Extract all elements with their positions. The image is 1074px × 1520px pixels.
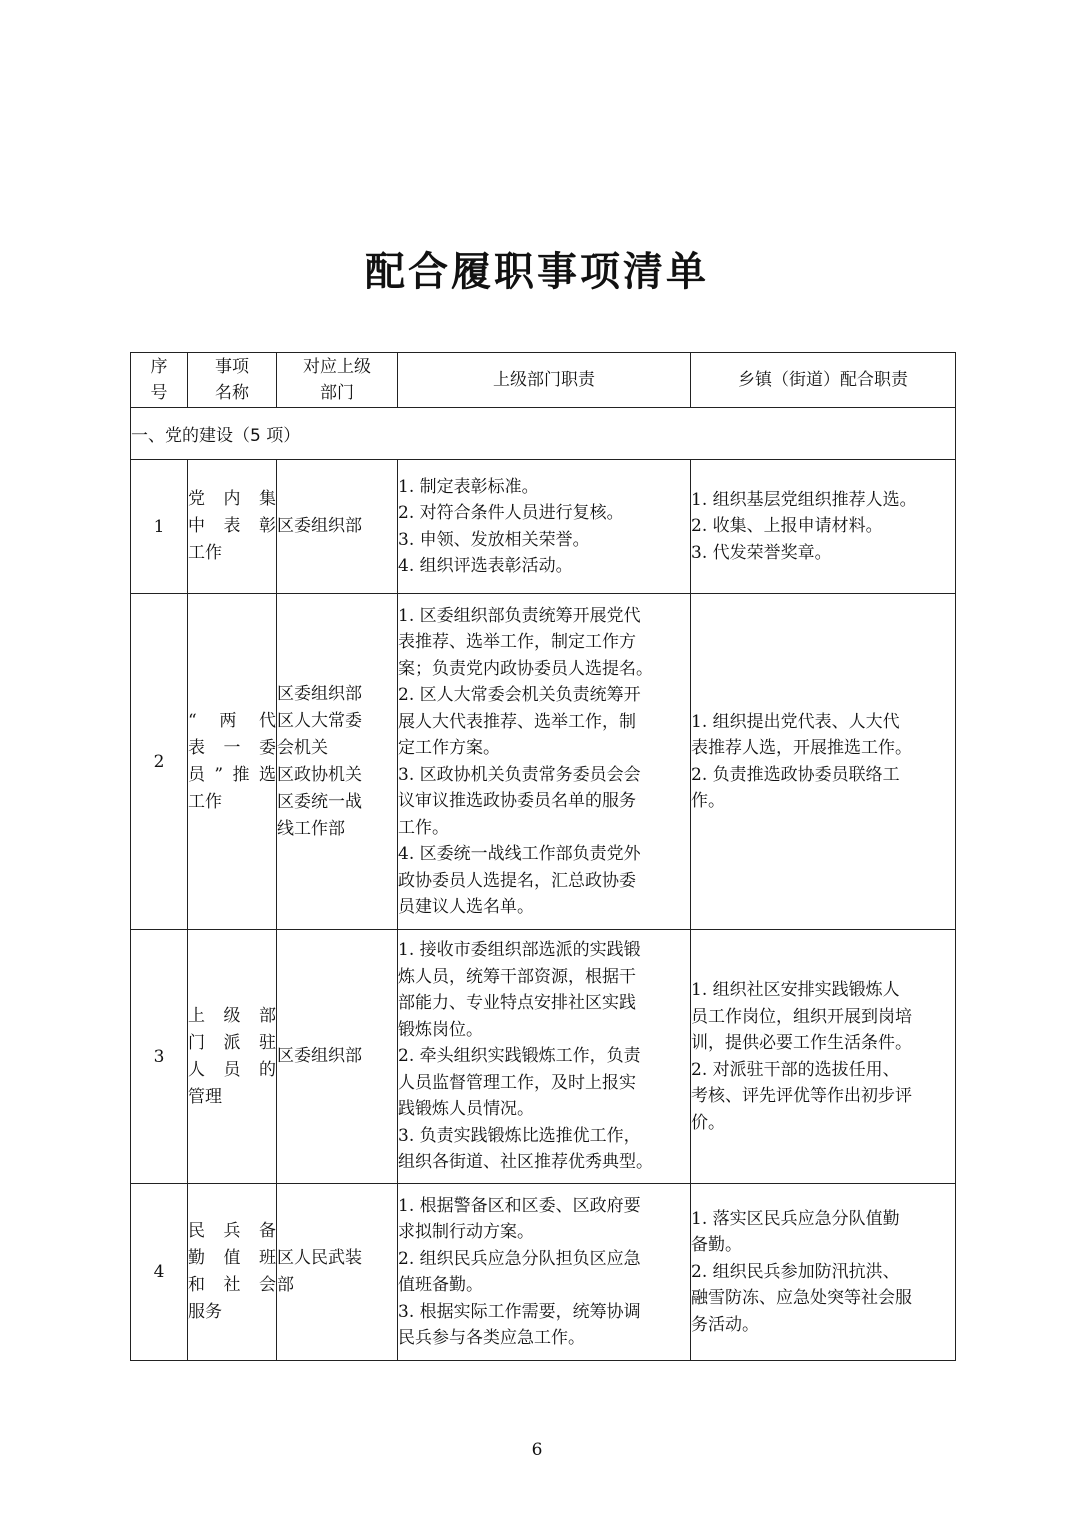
duty-line: 1. 区委组织部负责统筹开展党代 <box>398 605 641 626</box>
duty-line: 作。 <box>691 791 725 811</box>
duty-line: 民兵参与各类应急工作。 <box>398 1328 585 1348</box>
row-item-name <box>188 930 277 1184</box>
table-row <box>131 460 956 594</box>
row-town-duty <box>691 460 956 594</box>
row-upper-duty <box>398 930 691 1184</box>
item-name-line: 党内集 <box>188 489 276 509</box>
header-town-duty: 乡镇（街道）配合职责 <box>691 353 956 408</box>
header-name-line: 名称 <box>215 383 249 403</box>
duty-line: 2. 牵头组织实践锻炼工作，负责 <box>398 1046 641 1067</box>
duty-line: 2. 组织民兵参加防汛抗洪、 <box>691 1261 900 1282</box>
department-line: 区人民武装 <box>277 1248 362 1268</box>
duty-line: 价。 <box>691 1112 725 1133</box>
section-row <box>131 408 956 460</box>
header-seq-line: 序 <box>150 357 168 377</box>
header-name <box>188 353 277 408</box>
row-item-name <box>188 460 277 594</box>
row-town-duty <box>691 1184 956 1361</box>
duty-line: 案；负责党内政协委员人选提名。 <box>398 658 653 679</box>
section-heading: 一、党的建设（5 项） <box>131 408 956 460</box>
page-title: 配合履职事项清单 <box>365 248 709 295</box>
header-seq-line: 号 <box>150 383 168 403</box>
row-town-duty <box>691 930 956 1184</box>
duty-line: 展人大代表推荐、选举工作，制 <box>398 711 636 732</box>
row-department <box>277 1184 398 1361</box>
duty-line: 政协委员人选提名，汇总政协委 <box>398 870 636 891</box>
duty-line: 锻炼岗位。 <box>398 1019 483 1040</box>
header-row <box>131 353 956 408</box>
duty-line: 1. 组织基层党组织推荐人选。 <box>691 489 917 510</box>
item-name-line: 员”推选 <box>188 764 276 785</box>
department-line: 区委组织部 <box>277 1046 362 1066</box>
row-item-name <box>188 1184 277 1361</box>
duty-line: 人员监督管理工作，及时上报实 <box>398 1072 636 1093</box>
duty-line: 炼人员，统筹干部资源，根据干 <box>398 966 636 987</box>
duty-line: 践锻炼人员情况。 <box>398 1099 534 1120</box>
duty-line: 2. 对符合条件人员进行复核。 <box>398 503 624 523</box>
header-upper-duty: 上级部门职责 <box>398 353 691 408</box>
table-row <box>131 1184 956 1361</box>
row-seq: 2 <box>131 594 188 930</box>
row-upper-duty <box>398 1184 691 1361</box>
row-upper-duty <box>398 594 691 930</box>
duty-line: 4. 区委统一战线工作部负责党外 <box>398 844 641 864</box>
duty-line: 议审议推选政协委员名单的服务 <box>398 791 636 811</box>
duty-line: 4. 组织评选表彰活动。 <box>398 556 573 576</box>
duty-line: 求拟制行动方案。 <box>398 1222 534 1242</box>
duty-line: 1. 落实区民兵应急分队值勤 <box>691 1208 900 1229</box>
department-line: 线工作部 <box>277 818 345 839</box>
item-name-line: 和社会 <box>188 1275 276 1295</box>
header-dept-line: 对应上级 <box>303 357 371 377</box>
duty-line: 3. 负责实践锻炼比选推优工作， <box>398 1125 641 1146</box>
duty-line: 员工作岗位，组织开展到岗培 <box>691 1006 912 1027</box>
item-name-line: 工作 <box>188 543 222 563</box>
duty-line: 务活动。 <box>691 1314 759 1335</box>
table-row <box>131 594 956 930</box>
item-name-line: 勤值班 <box>188 1248 276 1268</box>
duty-line: 部能力、专业特点安排社区实践 <box>398 993 636 1014</box>
item-name-line: “两代 <box>188 710 276 731</box>
item-name-line: 表一委 <box>188 737 276 758</box>
duty-line: 1. 接收市委组织部选派的实践锻 <box>398 940 641 961</box>
duty-line: 2. 区人大常委会机关负责统筹开 <box>398 685 641 705</box>
item-name-line: 管理 <box>188 1086 222 1107</box>
row-item-name <box>188 594 277 930</box>
row-department <box>277 460 398 594</box>
department-line: 区委组织部 <box>277 516 362 536</box>
duty-line: 3. 根据实际工作需要，统筹协调 <box>398 1301 641 1322</box>
row-seq: 4 <box>131 1184 188 1361</box>
duty-line: 2. 对派驻干部的选拔任用、 <box>691 1059 900 1080</box>
duty-line: 融雪防冻、应急处突等社会服 <box>691 1288 912 1309</box>
duty-line: 1. 根据警备区和区委、区政府要 <box>398 1195 641 1216</box>
row-seq: 3 <box>131 930 188 1184</box>
department-line: 区委组织部 <box>277 683 362 704</box>
duty-table <box>130 352 956 1361</box>
duty-line: 组织各街道、社区推荐优秀典型。 <box>398 1152 653 1173</box>
duty-line: 1. 组织社区安排实践锻炼人 <box>691 980 900 1000</box>
header-dept-line: 部门 <box>320 383 354 403</box>
duty-line: 1. 组织提出党代表、人大代 <box>691 711 900 732</box>
duty-line: 2. 组织民兵应急分队担负区应急 <box>398 1248 641 1269</box>
duty-line: 3. 区政协机关负责常务委员会会 <box>398 764 641 785</box>
row-seq: 1 <box>131 460 188 594</box>
row-town-duty <box>691 594 956 930</box>
duty-line: 备勤。 <box>691 1235 742 1256</box>
row-upper-duty <box>398 460 691 594</box>
item-name-line: 上级部 <box>188 1005 276 1026</box>
duty-line: 定工作方案。 <box>398 738 500 758</box>
header-seq <box>131 353 188 408</box>
duty-line: 训，提供必要工作生活条件。 <box>691 1033 912 1053</box>
row-department <box>277 930 398 1184</box>
duty-line: 3. 申领、发放相关荣誉。 <box>398 529 590 550</box>
page-number: 6 <box>531 1440 543 1460</box>
department-line: 区人大常委 <box>277 710 362 731</box>
duty-line: 表推荐、选举工作，制定工作方 <box>398 632 636 652</box>
header-name-line: 事项 <box>215 357 249 377</box>
duty-line: 考核、评先评优等作出初步评 <box>691 1086 912 1106</box>
department-line: 部 <box>277 1275 294 1295</box>
duty-line: 值班备勤。 <box>398 1275 483 1295</box>
item-name-line: 服务 <box>188 1302 222 1322</box>
duty-line: 1. 制定表彰标准。 <box>398 476 539 497</box>
department-line: 会机关 <box>277 737 328 758</box>
header-dept <box>277 353 398 408</box>
item-name-line: 中表彰 <box>188 516 276 536</box>
duty-line: 2. 收集、上报申请材料。 <box>691 516 883 537</box>
duty-line: 员建议人选名单。 <box>398 897 534 917</box>
department-line: 区政协机关 <box>277 764 362 785</box>
duty-line: 表推荐人选，开展推选工作。 <box>691 738 912 758</box>
department-line: 区委统一战 <box>277 791 362 812</box>
item-name-line: 门派驻 <box>188 1032 276 1053</box>
row-department <box>277 594 398 930</box>
table-row <box>131 930 956 1184</box>
duty-line: 工作。 <box>398 817 449 838</box>
item-name-line: 民兵备 <box>188 1221 276 1241</box>
duty-line: 2. 负责推选政协委员联络工 <box>691 764 900 785</box>
duty-line: 3. 代发荣誉奖章。 <box>691 542 832 563</box>
item-name-line: 工作 <box>188 791 222 812</box>
item-name-line: 人员的 <box>188 1059 276 1080</box>
